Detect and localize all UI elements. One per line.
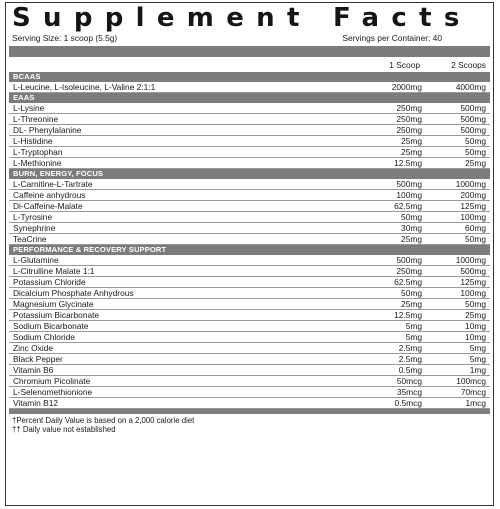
amount-1-scoop: 500mg: [396, 255, 422, 265]
ingredient-row: [9, 201, 490, 212]
ingredient-row: [9, 343, 490, 354]
amount-2-scoops: 50mg: [465, 136, 486, 146]
bottom-divider-bar: [9, 409, 490, 414]
ingredient-row: [9, 125, 490, 136]
amount-2-scoops: 4000mg: [455, 82, 486, 92]
amount-1-scoop: 25mg: [401, 136, 422, 146]
ingredient-name: Chromium Picolinate: [13, 376, 91, 386]
amount-1-scoop: 2.5mg: [398, 354, 422, 364]
amount-1-scoop: 250mg: [396, 103, 422, 113]
amount-2-scoops: 5mg: [469, 354, 486, 364]
ingredient-row: [9, 255, 490, 266]
amount-2-scoops: 25mg: [465, 158, 486, 168]
ingredient-name: Zinc Oxide: [13, 343, 54, 353]
amount-2-scoops: 1000mg: [455, 179, 486, 189]
amount-2-scoops: 10mg: [465, 321, 486, 331]
ingredient-row: [9, 376, 490, 387]
amount-1-scoop: 30mg: [401, 223, 422, 233]
ingredient-row: [9, 158, 490, 169]
amount-1-scoop: 12.5mg: [394, 158, 422, 168]
ingredient-row: [9, 277, 490, 288]
ingredient-name: L-Selenomethionione: [13, 387, 93, 397]
amount-1-scoop: 500mg: [396, 179, 422, 189]
ingredient-name: Black Pepper: [13, 354, 63, 364]
amount-2-scoops: 5mg: [469, 343, 486, 353]
ingredient-row: [9, 179, 490, 190]
ingredient-name: Sodium Bicarbonate: [13, 321, 89, 331]
amount-1-scoop: 100mg: [396, 190, 422, 200]
amount-1-scoop: 35mcg: [396, 387, 422, 397]
ingredients-table: [9, 72, 490, 409]
column-header: [9, 57, 490, 72]
ingredient-row: [9, 288, 490, 299]
ingredient-row: [9, 223, 490, 234]
ingredient-row: [9, 310, 490, 321]
ingredient-name: L-Threonine: [13, 114, 59, 124]
ingredient-name: Potassium Bicarbonate: [13, 310, 100, 320]
amount-2-scoops: 50mg: [465, 147, 486, 157]
amount-2-scoops: 70mcg: [460, 387, 486, 397]
amount-2-scoops: 500mg: [460, 103, 486, 113]
amount-2-scoops: 200mg: [460, 190, 486, 200]
ingredient-name: Dicalcium Phosphate Anhydrous: [13, 288, 134, 298]
serving-size: Serving Size: 1 scoop (5.5g): [12, 33, 118, 43]
amount-2-scoops: 125mg: [460, 277, 486, 287]
ingredient-name: L-Carnitine-L-Tartrate: [13, 179, 93, 189]
ingredient-row: [9, 212, 490, 223]
amount-2-scoops: 50mg: [465, 234, 486, 244]
footnotes: [9, 416, 490, 434]
amount-2-scoops: 1mcg: [465, 398, 486, 408]
ingredient-row: [9, 114, 490, 125]
section-header: EAAS: [9, 93, 490, 103]
ingredient-row: [9, 299, 490, 310]
amount-1-scoop: 25mg: [401, 299, 422, 309]
amount-2-scoops: 10mg: [465, 332, 486, 342]
supplement-facts-panel: [5, 2, 494, 506]
amount-1-scoop: 25mg: [401, 234, 422, 244]
amount-1-scoop: 0.5mg: [398, 365, 422, 375]
column-header-2-scoops: 2 Scoops: [451, 59, 486, 70]
amount-1-scoop: 250mg: [396, 125, 422, 135]
amount-1-scoop: 62.5mg: [394, 277, 422, 287]
amount-1-scoop: 5mg: [405, 332, 422, 342]
ingredient-name: Vitamin B6: [13, 365, 54, 375]
section-header: BCAAS: [9, 72, 490, 82]
amount-1-scoop: 250mg: [396, 266, 422, 276]
amount-1-scoop: 12.5mg: [394, 310, 422, 320]
ingredient-name: L-Leucine, L-Isoleucine, L-Valine 2:1:1: [13, 82, 156, 92]
amount-2-scoops: 50mg: [465, 299, 486, 309]
ingredient-name: Vitamin B12: [13, 398, 59, 408]
ingredient-name: L-Histidine: [13, 136, 53, 146]
amount-2-scoops: 100mg: [460, 288, 486, 298]
amount-1-scoop: 50mcg: [396, 376, 422, 386]
amount-2-scoops: 125mg: [460, 201, 486, 211]
ingredient-name: DL- Phenylalanine: [13, 125, 82, 135]
amount-1-scoop: 25mg: [401, 147, 422, 157]
section-header: PERFORMANCE & RECOVERY SUPPORT: [9, 245, 490, 255]
ingredient-name: TeaCrine: [13, 234, 47, 244]
ingredient-row: [9, 332, 490, 343]
ingredient-row: [9, 82, 490, 93]
amount-2-scoops: 25mg: [465, 310, 486, 320]
amount-1-scoop: 2000mg: [391, 82, 422, 92]
ingredient-row: [9, 190, 490, 201]
ingredient-name: L-Methionine: [13, 158, 62, 168]
ingredient-name: L-Tryptophan: [13, 147, 63, 157]
panel-title: Supplement Facts: [12, 3, 472, 33]
ingredient-row: [9, 103, 490, 114]
ingredient-row: [9, 234, 490, 245]
ingredient-row: [9, 136, 490, 147]
ingredient-name: L-Tyrosine: [13, 212, 53, 222]
ingredient-name: L-Lysine: [13, 103, 45, 113]
servings-per-container: Servings per Container: 40: [342, 33, 442, 43]
ingredient-row: [9, 398, 490, 409]
ingredient-name: L-Glutamine: [13, 255, 59, 265]
amount-1-scoop: 62.5mg: [394, 201, 422, 211]
amount-2-scoops: 500mg: [460, 125, 486, 135]
ingredient-name: L-Citrulline Malate 1:1: [13, 266, 95, 276]
amount-2-scoops: 1000mg: [455, 255, 486, 265]
ingredient-name: Di-Caffeine-Malate: [13, 201, 83, 211]
footnote: †Percent Daily Value is based on a 2,000 calorie diet: [12, 416, 195, 425]
ingredient-row: [9, 365, 490, 376]
amount-2-scoops: 100mg: [460, 212, 486, 222]
amount-2-scoops: 500mg: [460, 266, 486, 276]
section-header: BURN, ENERGY, FOCUS: [9, 169, 490, 179]
ingredient-name: Sodium Chloride: [13, 332, 75, 342]
ingredient-name: Caffeine anhydrous: [13, 190, 86, 200]
ingredient-row: [9, 354, 490, 365]
amount-1-scoop: 2.5mg: [398, 343, 422, 353]
ingredient-row: [9, 147, 490, 158]
ingredient-name: Potassium Chloride: [13, 277, 86, 287]
top-divider-bar: [9, 46, 490, 57]
ingredient-row: [9, 266, 490, 277]
ingredient-row: [9, 387, 490, 398]
column-header-1-scoop: 1 Scoop: [389, 59, 420, 70]
ingredient-name: Magnesium Glycinate: [13, 299, 94, 309]
amount-2-scoops: 500mg: [460, 114, 486, 124]
amount-2-scoops: 60mg: [465, 223, 486, 233]
amount-2-scoops: 100mcg: [456, 376, 486, 386]
amount-1-scoop: 0.5mcg: [394, 398, 422, 408]
amount-1-scoop: 50mg: [401, 212, 422, 222]
amount-1-scoop: 5mg: [405, 321, 422, 331]
amount-2-scoops: 1mg: [469, 365, 486, 375]
serving-info: [9, 33, 490, 44]
amount-1-scoop: 250mg: [396, 114, 422, 124]
amount-1-scoop: 50mg: [401, 288, 422, 298]
ingredient-name: Synephrine: [13, 223, 56, 233]
footnote: †† Daily value not established: [12, 425, 116, 434]
ingredient-row: [9, 321, 490, 332]
